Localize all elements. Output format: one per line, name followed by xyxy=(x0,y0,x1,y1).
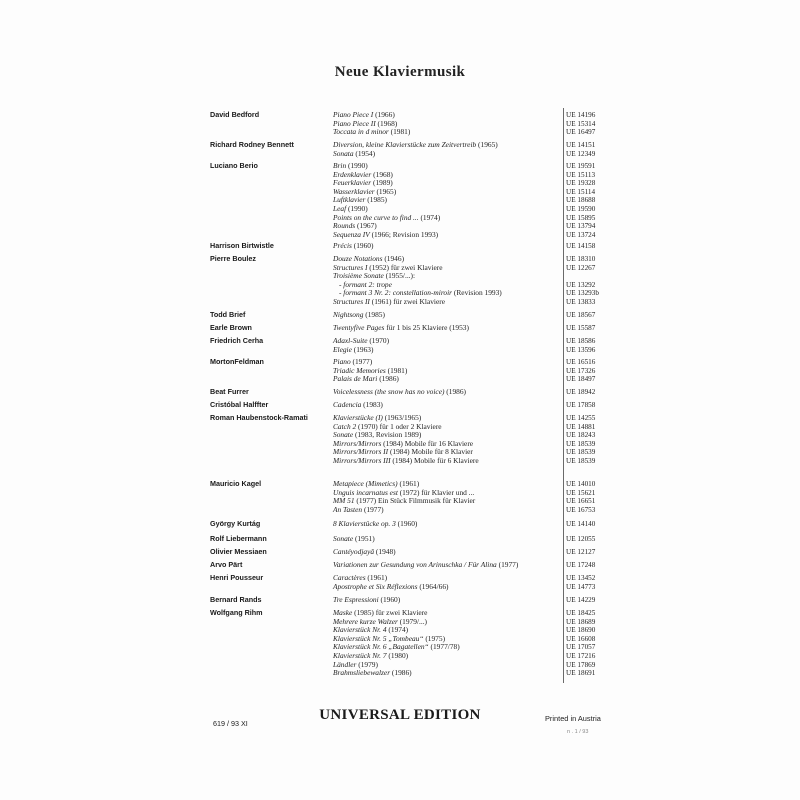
work-title: Points on the curve to find ... xyxy=(333,212,419,222)
catalog-number: UE 16608 xyxy=(566,634,596,643)
catalog-numbers xyxy=(566,548,636,557)
work-title: Voicelessness (the snow has no voice) xyxy=(333,387,445,396)
catalog-numbers xyxy=(566,311,636,320)
page-title: Neue Klaviermusik xyxy=(334,64,466,80)
catalog-number: UE 13293b xyxy=(566,289,599,298)
work-details: (1979) xyxy=(356,659,378,669)
work-title: Diversion, kleine Klavierstücke zum Zeitvertreib xyxy=(333,140,477,149)
catalog-number: UE 18539 xyxy=(566,448,596,457)
work-title: Sonate xyxy=(333,534,354,543)
work-title: Structures II xyxy=(333,296,370,306)
catalog-number: UE 18586 xyxy=(566,337,596,345)
work-details: (1946) xyxy=(382,254,405,263)
catalog-number: UE 14158 xyxy=(566,242,596,250)
work-title: Mehrere kurze Walzer xyxy=(333,616,398,626)
work-line xyxy=(333,520,559,529)
work-title: 8 Klavierstücke op. 3 xyxy=(333,519,396,528)
catalog-number: UE 14881 xyxy=(566,422,596,431)
catalog-numbers xyxy=(566,324,636,333)
catalog-numbers xyxy=(566,255,636,307)
work-line xyxy=(333,583,559,592)
catalog-number: UE 13833 xyxy=(566,297,596,306)
catalog-numbers xyxy=(566,609,636,678)
work-details: (1963/1965) xyxy=(382,413,422,422)
work-details: (1977) xyxy=(350,357,373,366)
work-details: (1961) für zwei Klaviere xyxy=(369,296,445,306)
catalog-number: UE 16516 xyxy=(566,358,596,366)
composer-name: Mauricio Kagel xyxy=(210,479,262,488)
catalog-number: UE 18497 xyxy=(566,375,596,384)
work-title: - formant 3 Nr. 2: constellation-miroir xyxy=(339,288,453,298)
catalog-number: UE 17216 xyxy=(566,651,596,660)
work-title: Wasserklavier xyxy=(333,186,375,196)
work-details: (1983, Revision 1989) xyxy=(353,430,422,440)
work-title: Troisième Sonate xyxy=(333,271,384,281)
catalog-number: UE 12267 xyxy=(566,263,596,272)
composer-name: Earle Brown xyxy=(210,323,252,332)
work-details: (1960) xyxy=(351,241,374,250)
work-details: (1972) für Klavier und ... xyxy=(397,487,475,497)
column-divider xyxy=(563,108,564,683)
catalog-numbers xyxy=(566,520,636,529)
catalog-number: UE 16497 xyxy=(566,128,596,137)
work-title: Sonate xyxy=(333,430,354,440)
work-details: (1977/78) xyxy=(428,642,460,652)
work-details: (1948) xyxy=(374,547,396,556)
works-list xyxy=(333,574,559,591)
catalog-number: UE 15621 xyxy=(566,488,596,497)
catalog-number: UE 18243 xyxy=(566,431,596,440)
catalog-numbers xyxy=(566,162,636,239)
work-details: (1965) xyxy=(374,186,397,196)
work-details: (1984) Mobile für 6 Klaviere xyxy=(390,455,479,465)
work-title: Toccata in d minor xyxy=(333,127,389,137)
work-details: (1974) xyxy=(418,212,441,222)
catalog-number: UE 17858 xyxy=(566,401,596,409)
work-details: (1986) xyxy=(377,374,399,384)
work-line xyxy=(333,401,559,410)
catalog-number: UE 14773 xyxy=(566,582,596,591)
footer-code: 619 / 93 XI xyxy=(213,719,248,728)
catalog-number: UE 13596 xyxy=(566,345,596,354)
work-title: Klavierstück Nr. 6 „Bagatellen“ xyxy=(333,642,429,652)
catalog-numbers xyxy=(566,535,636,544)
work-details: (1960) xyxy=(378,595,401,604)
work-line xyxy=(333,388,559,397)
catalog-numbers xyxy=(566,401,636,410)
work-line xyxy=(333,669,559,678)
works-list xyxy=(333,388,559,397)
work-title: Mirrors/Mirrors II xyxy=(333,447,389,457)
composer-name: Todd Brief xyxy=(210,310,246,319)
work-details: (1974) xyxy=(386,625,409,635)
catalog-number: UE 13452 xyxy=(566,574,596,582)
work-line xyxy=(333,298,559,307)
works-list xyxy=(333,162,559,239)
catalog-number: UE 19591 xyxy=(566,162,596,170)
work-line xyxy=(333,346,559,355)
catalog-number: UE 14229 xyxy=(566,596,596,604)
work-details: (1970) für 1 oder 2 Klaviere xyxy=(356,421,442,431)
work-line xyxy=(333,506,559,515)
work-title: Précis xyxy=(333,241,352,250)
printed-in: Printed in Austria xyxy=(545,714,601,723)
work-details: (1968) xyxy=(375,118,398,128)
works-list xyxy=(333,561,559,570)
catalog-number: UE 18689 xyxy=(566,617,596,626)
work-details: (1960) xyxy=(395,519,418,528)
work-title: Feuerklavier xyxy=(333,178,372,188)
composer-name: Luciano Berio xyxy=(210,161,258,170)
work-details: (1961) xyxy=(365,573,388,582)
work-details: (1981) xyxy=(388,127,411,137)
work-line xyxy=(333,311,559,320)
work-line xyxy=(333,548,559,557)
publisher-brand: UNIVERSAL EDITION xyxy=(319,707,481,723)
work-details: (1980) xyxy=(386,650,409,660)
work-line xyxy=(333,231,559,240)
work-title: Elegie xyxy=(333,344,352,354)
work-details: (1952) für zwei Klaviere xyxy=(367,262,443,272)
works-list xyxy=(333,358,559,384)
catalog-numbers xyxy=(566,141,636,158)
catalog-numbers xyxy=(566,358,636,384)
work-details: (1990) xyxy=(346,203,368,213)
catalog-number: UE 14255 xyxy=(566,414,596,422)
catalog-number: UE 12127 xyxy=(566,548,596,556)
work-title: - formant 2: trope xyxy=(339,279,392,289)
composer-name: Arvo Pärt xyxy=(210,560,243,569)
catalog-number: UE 13724 xyxy=(566,230,596,239)
work-title: Tre Espressioni xyxy=(333,595,379,604)
works-list xyxy=(333,337,559,354)
work-title: Structures I xyxy=(333,262,368,272)
work-title: Catch 2 xyxy=(333,421,357,431)
composer-name: Wolfgang Rihm xyxy=(210,608,263,617)
print-mark: n . 1 / 93 xyxy=(567,729,589,735)
work-details: (1977) xyxy=(362,504,384,514)
work-details: (1989) xyxy=(371,178,393,188)
work-line xyxy=(333,128,559,137)
catalog-number: UE 17869 xyxy=(566,660,596,669)
work-details: (1986) xyxy=(390,668,412,678)
work-title: Triadic Memories xyxy=(333,365,386,375)
works-list xyxy=(333,111,559,137)
composer-name: Rolf Liebermann xyxy=(210,534,267,543)
work-title: Twentyfive Pages xyxy=(333,323,385,332)
work-title: Piano Piece I xyxy=(333,110,374,119)
composer-name: Olivier Messiaen xyxy=(210,547,267,556)
work-title: Luftklavier xyxy=(333,195,366,205)
work-title: Mirrors/Mirrors xyxy=(333,438,382,448)
catalog-number: UE 18688 xyxy=(566,196,596,205)
works-list xyxy=(333,480,559,514)
catalog-number: UE 13292 xyxy=(566,280,596,289)
catalog-number: UE 17326 xyxy=(566,366,596,375)
work-title: Metapiece (Mimetics) xyxy=(333,479,398,488)
work-line xyxy=(333,457,559,466)
catalog-numbers xyxy=(566,480,636,514)
work-title: Leaf xyxy=(333,203,347,213)
catalog-number: UE 19328 xyxy=(566,179,596,188)
catalog-number: UE 18539 xyxy=(566,439,596,448)
work-title: Brin xyxy=(333,161,347,170)
work-title: Caractères xyxy=(333,573,366,582)
work-details: (1975) xyxy=(423,633,446,643)
catalog-number: UE 16651 xyxy=(566,497,596,506)
work-title: Unguis incarnatus est xyxy=(333,487,398,497)
work-details: (1990) xyxy=(346,161,368,170)
work-line xyxy=(333,561,559,570)
works-list xyxy=(333,141,559,158)
works-list xyxy=(333,324,559,333)
work-title: Rounds xyxy=(333,221,356,231)
composer-name: Richard Rodney Bennett xyxy=(210,140,294,149)
work-title: Klavierstücke (I) xyxy=(333,413,383,422)
work-title: Cantéyodjayâ xyxy=(333,547,375,556)
work-title: Maske xyxy=(333,608,353,617)
work-title: Erdenklavier xyxy=(333,169,372,179)
catalog-numbers xyxy=(566,596,636,605)
work-title: Adaxl-Suite xyxy=(333,336,368,345)
composer-name: Harrison Birtwistle xyxy=(210,241,274,250)
work-title: Ländler xyxy=(333,659,357,669)
catalog-number: UE 14196 xyxy=(566,111,596,119)
catalog-number: UE 12349 xyxy=(566,149,596,158)
work-title: Klavierstück Nr. 5 „Tombeau“ xyxy=(333,633,424,643)
works-list xyxy=(333,242,559,251)
work-details: (1984) Mobile für 16 Klaviere xyxy=(381,438,474,448)
works-list xyxy=(333,535,559,544)
catalog-number xyxy=(566,272,636,281)
work-line xyxy=(333,150,559,159)
work-line xyxy=(333,324,559,333)
work-details: (1984) Mobile für 8 Klavier xyxy=(388,447,473,457)
catalog-number: UE 18539 xyxy=(566,456,596,465)
work-details: (1964/66) xyxy=(417,581,449,591)
work-details: (1979/...) xyxy=(397,616,428,626)
work-line xyxy=(333,242,559,251)
work-details: (1970) xyxy=(367,336,390,345)
work-title: Nightsong xyxy=(333,310,364,319)
work-details: (1951) xyxy=(353,534,375,543)
catalog-number: UE 15895 xyxy=(566,213,596,222)
catalog-number: UE 19590 xyxy=(566,204,596,213)
catalog-numbers xyxy=(566,337,636,354)
catalog-number: UE 18310 xyxy=(566,255,596,263)
work-details: (1966; Revision 1993) xyxy=(369,229,439,239)
catalog-number: UE 15114 xyxy=(566,187,596,196)
work-line xyxy=(333,375,559,384)
works-list xyxy=(333,520,559,529)
catalog-number: UE 18942 xyxy=(566,388,596,396)
catalog-numbers xyxy=(566,388,636,397)
catalog-number: UE 15113 xyxy=(566,170,596,179)
works-list xyxy=(333,609,559,678)
catalog-numbers xyxy=(566,111,636,137)
composer-name: György Kurtág xyxy=(210,519,261,528)
work-details: (1967) xyxy=(355,221,377,231)
work-title: Cadencia xyxy=(333,400,362,409)
catalog-number: UE 18690 xyxy=(566,626,596,635)
work-title: MM 51 xyxy=(333,496,355,506)
composer-name: Cristóbal Halffter xyxy=(210,400,269,409)
work-details: (1965) xyxy=(476,140,498,149)
catalog-number: UE 14010 xyxy=(566,480,596,488)
work-title: Mirrors/Mirrors III xyxy=(333,455,391,465)
works-list xyxy=(333,548,559,557)
work-title: Klavierstück Nr. 7 xyxy=(333,650,387,660)
work-title: Klavierstück Nr. 4 xyxy=(333,625,387,635)
work-details: (1985) xyxy=(365,195,387,205)
composer-name: David Bedford xyxy=(210,110,260,119)
work-details: (1977) Ein Stück Filmmusik für Klavier xyxy=(354,496,476,506)
composer-name: MortonFeldman xyxy=(210,357,264,366)
catalog-number: UE 18425 xyxy=(566,609,596,617)
catalog-number: UE 15314 xyxy=(566,119,596,128)
composer-name: Henri Pousseur xyxy=(210,573,264,582)
catalog-number: UE 17248 xyxy=(566,561,596,569)
work-details: (1963) xyxy=(351,344,374,354)
work-title: Apostrophe et Six Réflexions xyxy=(333,581,418,591)
work-details: (Revision 1993) xyxy=(452,288,502,298)
catalog-numbers xyxy=(566,561,636,570)
composer-name: Bernard Rands xyxy=(210,595,262,604)
work-details: (1968) xyxy=(371,169,393,179)
work-line xyxy=(333,596,559,605)
catalog-number: UE 18691 xyxy=(566,669,596,678)
catalog-number: UE 17057 xyxy=(566,643,596,652)
catalog-number: UE 14140 xyxy=(566,520,596,528)
work-details: (1961) xyxy=(397,479,420,488)
work-line xyxy=(333,535,559,544)
work-title: Piano Piece II xyxy=(333,118,376,128)
catalog-numbers xyxy=(566,574,636,591)
work-details: (1985) für zwei Klaviere xyxy=(352,608,428,617)
catalog-numbers xyxy=(566,414,636,466)
composer-name: Roman Haubenstock-Ramati xyxy=(210,413,308,422)
works-list xyxy=(333,311,559,320)
works-list xyxy=(333,401,559,410)
catalog-number: UE 18567 xyxy=(566,311,596,319)
work-details: (1955/...): xyxy=(383,271,416,281)
work-title: An Tasten xyxy=(333,504,363,514)
catalog-number: UE 15587 xyxy=(566,324,596,332)
work-details: (1983) xyxy=(361,400,383,409)
work-details: (1986) xyxy=(444,387,467,396)
catalog-number: UE 16753 xyxy=(566,505,596,514)
works-list xyxy=(333,596,559,605)
work-details: (1981) xyxy=(385,365,408,375)
work-title: Sequenza IV xyxy=(333,229,370,239)
composer-name: Beat Furrer xyxy=(210,387,249,396)
catalog-number: UE 13794 xyxy=(566,222,596,231)
works-list xyxy=(333,414,559,466)
catalog-number: UE 14151 xyxy=(566,141,596,149)
work-details: (1954) xyxy=(353,148,376,158)
work-details: (1966) xyxy=(373,110,395,119)
work-details: für 1 bis 25 Klaviere (1953) xyxy=(384,323,469,332)
work-title: Sonata xyxy=(333,148,354,158)
work-details: (1977) xyxy=(496,560,519,569)
catalog-number: UE 12055 xyxy=(566,535,596,543)
catalog-numbers xyxy=(566,242,636,251)
composer-name: Pierre Boulez xyxy=(210,254,256,263)
work-title: Brahmsliebewalzer xyxy=(333,668,391,678)
work-title: Douze Notations xyxy=(333,254,383,263)
work-details: (1985) xyxy=(363,310,385,319)
work-title: Palais de Mari xyxy=(333,374,378,384)
composer-name: Friedrich Cerha xyxy=(210,336,264,345)
work-title: Piano xyxy=(333,357,351,366)
work-title: Variationen zur Gesundung von Arinuschka / Für Alina xyxy=(333,560,497,569)
works-list xyxy=(333,255,559,307)
